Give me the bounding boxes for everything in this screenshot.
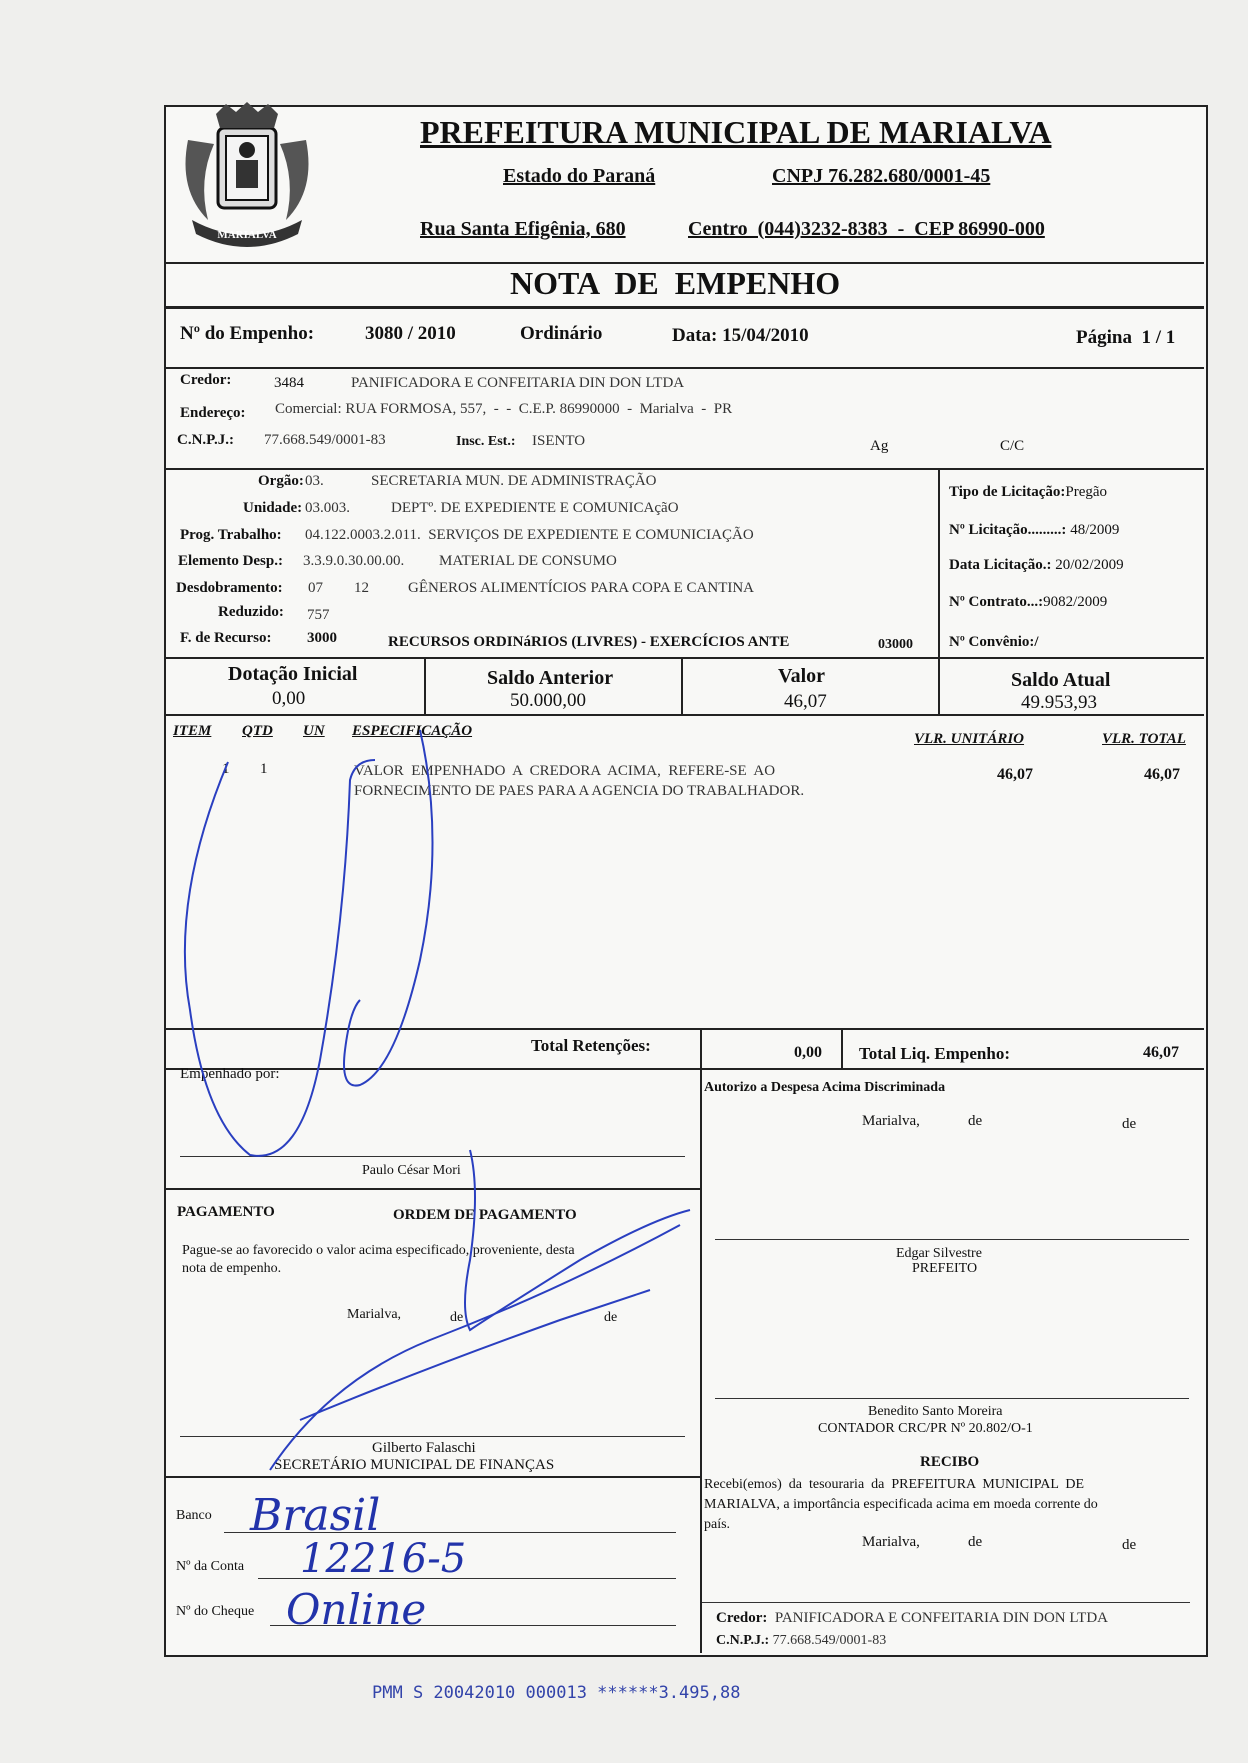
orgao-label: Orgão:: [258, 473, 304, 489]
secretario-name: Gilberto Falaschi: [372, 1440, 476, 1456]
page-number: Página 1 / 1: [1076, 327, 1176, 348]
credor-address: Comercial: RUA FORMOSA, 557, - - C.E.P. 86990000 - Marialva - PR: [275, 401, 733, 417]
saldo-atual-value: 49.953,93: [1021, 692, 1097, 713]
total-liquido-label: Total Liq. Empenho:: [859, 1044, 1010, 1063]
col-item: ITEM: [173, 723, 212, 739]
banco-label: Banco: [176, 1508, 212, 1523]
pagamento-de1: de: [450, 1310, 464, 1325]
municipal-crest-icon: [178, 100, 323, 260]
reduzido-label: Reduzido:: [218, 604, 284, 620]
recibo-de1: de: [968, 1534, 983, 1550]
col-vlr-total: VLR. TOTAL: [1102, 731, 1186, 747]
pagamento-place: Marialva,: [347, 1307, 402, 1322]
autorizo-de1: de: [968, 1113, 983, 1129]
prog-value: 04.122.0003.2.011. SERVIÇOS DE EXPEDIENTE E COMUNICIAÇÃO: [305, 527, 754, 543]
address-label: Endereço:: [180, 405, 246, 421]
recibo-line3: país.: [704, 1517, 731, 1532]
pagamento-label: PAGAMENTO: [177, 1204, 275, 1220]
autorizo-de2: de: [1122, 1116, 1137, 1132]
credor-name: PANIFICADORA E CONFEITARIA DIN DON LTDA: [351, 375, 685, 391]
empenho-number: 3080 / 2010: [365, 323, 456, 344]
desdobramento-code1: 07: [308, 580, 323, 596]
item-qtd: 1: [260, 761, 268, 777]
cc-label: C/C: [1000, 438, 1025, 454]
saldo-anterior-label: Saldo Anterior: [487, 667, 614, 689]
state-name: Estado do Paraná: [503, 165, 656, 187]
empenho-number-label: Nº do Empenho:: [180, 323, 315, 344]
pagamento-de2: de: [604, 1310, 618, 1325]
ordem-pagamento-label: ORDEM DE PAGAMENTO: [393, 1207, 577, 1223]
credor-label: Credor:: [180, 372, 232, 388]
recibo-credor: Credor: PANIFICADORA E CONFEITARIA DIN DON LTDA: [716, 1610, 1109, 1626]
insc-value: ISENTO: [532, 433, 586, 449]
col-vlr-unitario: VLR. UNITÁRIO: [914, 731, 1025, 747]
prefeito-name: Edgar Silvestre: [896, 1246, 982, 1261]
recibo-cnpj: C.N.P.J.: 77.668.549/0001-83: [716, 1633, 887, 1648]
item-number: 1: [222, 761, 230, 777]
prefeito-title: PREFEITO: [912, 1261, 978, 1276]
municipality-address: Rua Santa Efigênia, 680: [420, 218, 626, 240]
numero-licitacao: Nº Licitação.........: 48/2009: [949, 522, 1120, 538]
prog-label: Prog. Trabalho:: [180, 527, 282, 543]
empenho-date: Data: 15/04/2010: [672, 325, 809, 346]
municipality-cnpj: CNPJ 76.282.680/0001-45: [772, 165, 991, 187]
recibo-line2: MARIALVA, a importância especificada acima em moeda corrente do: [704, 1497, 1098, 1512]
recurso-code: 3000: [307, 630, 337, 646]
recurso-code2: 03000: [878, 637, 913, 652]
item-spec-line2: FORNECIMENTO DE PAES PARA A AGENCIA DO TRABALHADOR.: [354, 783, 805, 799]
conta-label: Nº da Conta: [176, 1559, 245, 1574]
cnpj-label: C.N.P.J.:: [177, 432, 234, 448]
recurso-label: F. de Recurso:: [180, 630, 272, 646]
orgao-name: SECRETARIA MUN. DE ADMINISTRAÇÃO: [371, 473, 657, 489]
total-liquido-value: 46,07: [1143, 1044, 1179, 1061]
valor-value: 46,07: [784, 691, 827, 712]
municipality-contact: Centro (044)3232-8383 - CEP 86990-000: [688, 218, 1045, 240]
recurso-name: RECURSOS ORDINáRIOS (LIVRES) - EXERCÍCIOS ANTE: [388, 634, 790, 650]
recibo-de2: de: [1122, 1537, 1137, 1553]
retencoes-label: Total Retenções:: [531, 1036, 651, 1055]
cheque-label: Nº do Cheque: [176, 1604, 255, 1619]
desdobramento-code2: 12: [354, 580, 369, 596]
numero-contrato: Nº Contrato...:9082/2009: [949, 594, 1108, 610]
unidade-code: 03.003.: [305, 500, 350, 516]
orgao-code: 03.: [305, 473, 324, 489]
item-unit-value: 46,07: [997, 766, 1033, 783]
unidade-label: Unidade:: [243, 500, 303, 516]
dotacao-value: 0,00: [272, 688, 306, 709]
valor-label: Valor: [778, 665, 826, 687]
contador-title: CONTADOR CRC/PR Nº 20.802/O-1: [818, 1421, 1033, 1436]
empenhado-signer: Paulo César Mori: [362, 1163, 461, 1178]
numero-convenio: Nº Convênio:/: [949, 634, 1039, 650]
reduzido-value: 757: [307, 607, 330, 623]
footer-stamp: PMM S 20042010 000013 ******3.495,88: [372, 1683, 741, 1703]
empenhado-label: Empenhado por:: [180, 1066, 280, 1082]
unidade-name: DEPTº. DE EXPEDIENTE E COMUNICAçãO: [391, 500, 679, 516]
item-total-value: 46,07: [1144, 766, 1180, 783]
elemento-code: 3.3.9.0.30.00.00.: [303, 553, 405, 569]
pagamento-text-line2: nota de empenho.: [182, 1261, 282, 1276]
autorizo-text: Autorizo a Despesa Acima Discriminada: [704, 1080, 946, 1095]
retencoes-value: 0,00: [794, 1044, 822, 1061]
col-especificacao: ESPECIFICAÇÃO: [352, 723, 473, 739]
empenho-type: Ordinário: [520, 323, 603, 344]
data-licitacao: Data Licitação.: 20/02/2009: [949, 557, 1124, 573]
conta-handwritten: 12216-5: [300, 1536, 467, 1582]
elemento-label: Elemento Desp.:: [178, 553, 283, 569]
municipality-title: PREFEITURA MUNICIPAL DE MARIALVA: [420, 114, 1052, 150]
desdobramento-name: GÊNEROS ALIMENTÍCIOS PARA COPA E CANTINA: [408, 580, 755, 596]
col-un: UN: [303, 723, 325, 739]
secretario-title: SECRETÁRIO MUNICIPAL DE FINANÇAS: [274, 1457, 555, 1473]
saldo-atual-label: Saldo Atual: [1011, 669, 1111, 691]
credor-code: 3484: [274, 375, 304, 391]
dotacao-label: Dotação Inicial: [228, 663, 358, 685]
col-qtd: QTD: [242, 723, 273, 739]
recibo-place: Marialva,: [862, 1534, 920, 1550]
cheque-handwritten: Online: [286, 1585, 427, 1634]
item-spec-line1: VALOR EMPENHADO A CREDORA ACIMA, REFERE-SE AO: [354, 763, 776, 779]
recibo-line1: Recebi(emos) da tesouraria da PREFEITURA MUNICIPAL DE: [704, 1477, 1085, 1492]
contador-name: Benedito Santo Moreira: [868, 1404, 1003, 1419]
banco-handwritten: Brasil: [250, 1490, 381, 1541]
crest-banner-text: MARIALVA: [217, 229, 277, 241]
ag-label: Ag: [870, 438, 889, 454]
tipo-licitacao: Tipo de Licitação:Pregão: [949, 484, 1108, 500]
insc-label: Insc. Est.:: [456, 434, 516, 449]
elemento-name: MATERIAL DE CONSUMO: [439, 553, 617, 569]
autorizo-place: Marialva,: [862, 1113, 920, 1129]
desdobramento-label: Desdobramento:: [176, 580, 283, 596]
credor-cnpj: 77.668.549/0001-83: [264, 432, 386, 448]
recibo-title: RECIBO: [920, 1454, 980, 1470]
document-title: NOTA DE EMPENHO: [510, 265, 841, 301]
saldo-anterior-value: 50.000,00: [510, 690, 586, 711]
pagamento-text-line1: Pague-se ao favorecido o valor acima especificado, proveniente, desta: [182, 1243, 575, 1258]
